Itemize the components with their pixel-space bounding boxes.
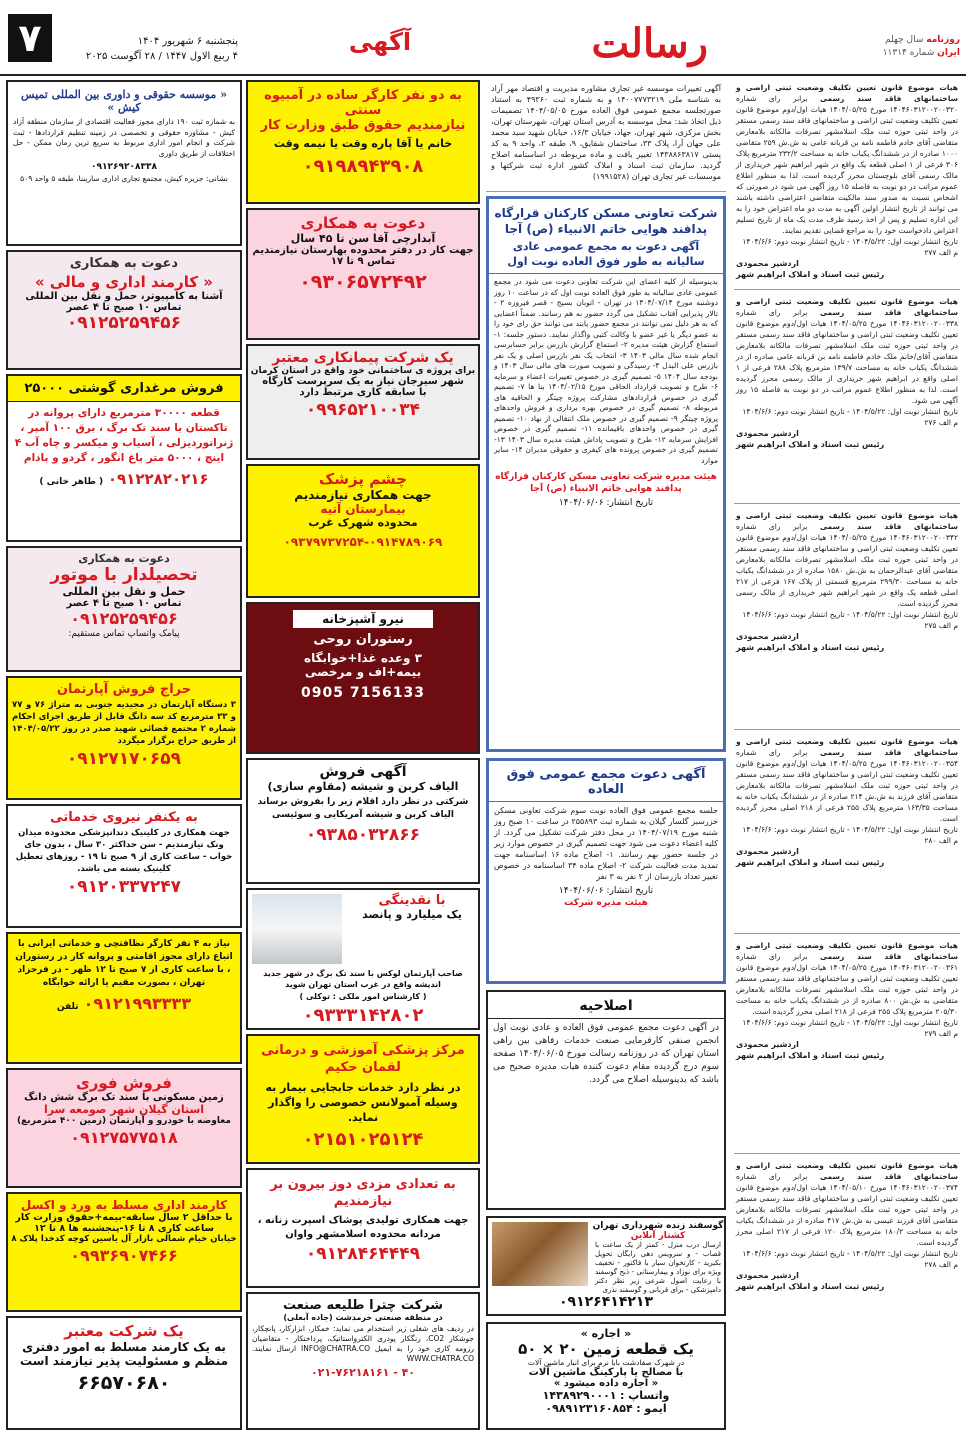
lamb-body: ارسال درب منزل - کمتر از یک ساعت با قصاب - و سرویس دهی رایگان تحویل بکیرید - کارتخوان سیار با فاکتور - تخفیف ویژه برای نوزاد و بیمارستانی - ذبح گوسفند با رعایت اصول شرعی زیر نظر دکتر دامپزشکی - برای قربانی و گوسفند نذری [595,1241,721,1294]
notice-ref: م الف ۲۷۹ [924,1029,958,1038]
ad-fiber-phone: ۰۹۳۸۵۰۳۲۸۶۶ [305,825,421,845]
lamb-title: گوسفند زنده شهرداری تهران [592,1221,724,1231]
ad-land-line2: استان گیلان شهر صومعه سرا [43,1103,205,1116]
coop-title: شرکت تعاونی مسکن کارکنان قرارگاه پدافند هوایی خاتم الانبیاء (ص) آجا [494,206,718,236]
notice-1 [734,80,960,290]
rent-line2: در شهرک صفادشت بابا نرم برای انبار ماشین آلات [527,1358,685,1367]
ad-ambulance-body: در نظر دارد خدمات جابجایی بیمار به وسیله آمبولانس خصوصی را واگذار نماید. [265,1081,461,1124]
notice-5 [734,938,960,1154]
ad-contractor-line3: با سابقه کاری مرتبط دارد [299,387,427,398]
company-change-notice [486,80,726,192]
logo-side-info [850,34,960,60]
correction-title: اصلاحیه [488,992,724,1019]
ad-apartment-phone: ۰۹۳۳۳۱۴۲۸۰۲ [302,1005,424,1026]
ad-sewing [246,1168,480,1288]
ad-sewing-phone: ۰۹۱۲۸۴۶۴۴۴۹ [305,1244,421,1264]
notice-title: هیات موضوع قانون تعیین تکلیف وضعیت ثبتی اراضی و ساختمانهای فاقد سند رسمی [736,297,959,317]
ad-law-phone: ۰۹۱۲۶۹۲۰۸۳۳۸ [91,162,157,172]
ad-word-line2: ساعت کاری ۸ تا ۱۶-پنجشنبه ها ۸ تا ۱۲ [34,1223,214,1234]
ad-service-body: جهت همکاری در کلینیک دندانپزشکی محدوده میدان ونک نیازمندیم - سن حداکثر ۳۰ سال ، بدون جای خواب - ساعت کاری از ۹ صبح تا ۱۹ - روزهای تعطیل کلینیک بسته می باشد. [15,828,233,874]
ad-cleaners-phone-label: تلفن [56,1002,79,1012]
newspaper-logo: رسالت [591,20,708,67]
ad-auction-phone: ۰۹۱۲۷۱۷۰۶۵۹ [66,749,182,769]
notice-2 [734,294,960,504]
correction-body: در آگهی دعوت مجمع عمومی فوق العاده و عادی نوبت اول انجمن صنفی کارفرمایی صنعت خدمات رفاهی بین راهی استان تهران که در روزنامه رسالت مورخ ۱۴۰۴/۰۶/۰۵ صفحه سوم درج گردیده مقام دعوت کننده هیات مدیره صحیح می باشد که بدینوسیله اصلاح می گردد. [493,1023,719,1085]
ad-cleaners-phone: ۰۹۱۲۱۹۹۳۳۳۳ [83,994,192,1013]
ad-company-phone: ۶۶۵۷۰۶۸۰ [77,1372,171,1394]
side-label-1: روزنامه [926,35,960,45]
ad-poultry-phone: ۰۹۱۲۲۸۲۰۲۱۶ [107,470,209,488]
rent-line4: « اجاره داده میشود » [553,1378,659,1389]
column-notices [734,80,960,1430]
notice-4 [734,734,960,934]
coop-body: بدینوسیله از کلیه اعضای این شرکت تعاونی دعوت می شود در مجمع عمومی عادی سالیانه به طور فوق العاده نوبت اول که در ساعت ۱۰ روز دوشنبه مورخ ۱۴۰۴/۰۷/۱۴ در تهران - اتوبان بسیج - قصر فیروزه ۲ - تالار پذیرایی آفتاب تشکیل می گردد حضور به هم رسانند. ضمناً اعضایی که به هر دلیل نمی توانند در مجمع حضور یابند می توانند حق رای خود را به عضو دیگر یا غیر عضو با وکالت کتبی واگذار نمایند. دستور جلسه: ۱- استماع گزارش هیئت مدیره ۲- استماع گزارش بازرس برابر حسابرسی انجام شده سال مالی ۱۴۰۳ ۳- انتخاب یک نفر بازرس اصلی و یک نفر بازرس علی البدل ۴- رسیدگی و تصویب صورت های مالی سال ۱۴۰۳ و بودجه سال ۱۴۰۴ ۵- تصمیم گیری در خصوص تغییرات اعضاء و سرمایه ۶- طرح و تصویب قرارداد الحاقی مورخ ۱۴۰۴/۰۲/۱۵ بنا ها ۷- تصمیم گیری در خصوص قراردادهای مشارکت پروژه چیتگر و الحاقیه های مربوطه ۸- تصمیم گیری در خصوص بهره برداری و فروش واحدهای پروژه چیتگر ۹- تصمیم گیری در خصوص ملک انتقالی از نهاد ۱۰- تصمیم گیری در خصوص واحدهای باقیمانده ۱۱- تصمیم گیری در خصوص افزایش سرمایه ۱۲- طرح و تصویب پاداش هیئت مدیره سال ۱۴۰۳ ۱۳- تصمیم گیری در خصوص پرونده های کیفری و حقوقی مدیران ۱۴- سایر موارد [494,277,719,465]
ad-word-title: کارمند اداری مسلط به ورد و اکسل [20,1198,228,1212]
ad-courier-phone: ۰۹۱۲۵۲۵۹۴۵۶ [70,609,178,628]
correction-ad [486,990,726,1210]
notice-signer: اردشیر محمودی [736,259,799,268]
ad-clerk-line1: آشنا به کامپیوتر، حمل و نقل بین المللی [25,291,223,302]
ad-land-phone: ۰۹۱۲۷۵۷۷۵۱۸ [70,1128,178,1147]
ad-fiber-sale [246,758,480,884]
ad-tea-phone: ۰۹۳۰۶۵۷۲۴۹۲ [299,271,427,293]
ad-tea-server [246,208,480,340]
rent-ad [486,1322,726,1430]
notice-signer: اردشیر محمودی [736,1040,799,1049]
column-meetings [486,80,726,1430]
ad-workers-title: به دو نفر کارگر ساده در آمبیوه سنتی [264,88,462,118]
ad-courier-sub: تحصیلدار با موتور [50,565,198,585]
extra-title: آگهی دعوت مجمع عمومی فوق العاده [489,761,723,802]
notice-dates: تاریخ انتشار نوبت اول: ۱۴۰۴/۵/۲۲ - تاریخ انتشار نوبت دوم: ۱۴۰۴/۶/۶ [742,407,958,416]
ad-eye-line3: محدوده شهرک غرب [308,516,418,529]
ad-apartment-agent: ( کارشناس امور ملکی : توکلی ) [299,992,427,1001]
coop-subtitle: آگهی دعوت به مجمع عمومی عادی سالیانه به طور فوق العاده نوبت اول [489,239,723,274]
ad-clerk-sub: « کارمند اداری و مالی » [35,273,213,291]
page-header [0,0,966,76]
ad-service-phone: ۰۹۱۲۰۳۳۷۲۴۷ [66,877,182,897]
ad-poultry-farm [6,374,242,542]
ad-eye-line1: جهت همکاری نیازمندیم [294,488,432,502]
ad-auction-title: حراج فروش آپارتمان [56,682,192,697]
extra-body: جلسه مجمع عمومی فوق العاده نوبت سوم شرکت تعاونی مسکن خزرسبز گلسار گیلان به شماره ثبت ۲۵۵۸۹۳ در ساعت ۱۰ صبح روز شنبه مورخ ۱۴۰۴/۰۷/۱۹ در محل دفتر شرکت تشکیل می گردد. از کلیه اعضاء دعوت می شود جهت تصمیم گیری در خصوص موارد زیر در جلسه حضور بهم رسانند. ۱- اصلاح ماده ۱۶ اساسنامه جهت تمدید مدت فعالیت شرکت ۲- اصلاح ماده ۳۴ اساسنامه در خصوص تغییر تعداد بازرسان از ۲ نفر به ۳ نفر [494,806,719,881]
ad-poultry-contact: ( طاهر خانی ) [39,477,104,487]
ad-courier-line1: حمل و نقل بین المللی [62,585,186,598]
notice-dates: تاریخ انتشار نوبت اول: ۱۴۰۴/۵/۲۲ - تاریخ انتشار نوبت دوم: ۱۴۰۴/۶/۶ [742,825,958,834]
ad-company-line2: منظم و مسئولیت پذیر نیازمند است [19,1354,229,1368]
ad-apartment-title1: با نقدینگی [378,893,446,908]
ad-ambulance [246,1034,480,1164]
ad-tea-title: دعوت به همکاری [300,214,426,232]
notice-ref: م الف ۲۸۰ [924,836,958,845]
date-persian: پنجشنبه ۶ شهریور ۱۴۰۴ [137,36,238,47]
ad-apartment-body: صاحب آپارتمان لوکس با سند تک برگ در شهر جدید اندیشه واقع در غرب استان تهران شوید [263,969,463,989]
lamb-photo [492,1222,588,1286]
notice-dates: تاریخ انتشار نوبت اول: ۱۴۰۴/۵/۲۲ - تاریخ انتشار نوبت دوم: ۱۴۰۴/۶/۶ [742,1249,958,1258]
ad-contractor [246,344,480,460]
ad-company-title: یک شرکت معتبر [64,1322,184,1340]
notice-body: برابر رای شماره ۱۴۰۴۶۰۳۱۲۰۰۲۰۰۳۷۴ مورخ ۱۴۰۴/۰۵/۱۰ هیات اول/دوم موضوع قانون تعیین تکلیف وضعیت ثبتی اراضی و ساختمانهای فاقد سند رسمی مستقر در واحد ثبتی حوزه ثبت ملک اسلامشهر تصرفات مالکانه بلامعارض متقاضی آقای فرزند عیسی به ش.ش ۴۱۷ صادره از در ششدانگ یکباب خانه به مساحت ۱۸۰/۲ مترمربع پلاک ۱۲۰ فرعی از ۲۱۷ اصلی محرز گردیده است. [736,1172,959,1247]
ad-ambulance-title: مرکز پزشکی آموزشی و درمانی لقمان حکیم [261,1043,465,1075]
extra-date: تاریخ انتشار: ۱۴۰۴/۰۶/۰۶ [558,886,654,896]
notice-title: هیات موضوع قانون تعیین تکلیف وضعیت ثبتی اراضی و ساختمانهای فاقد سند رسمی [736,83,959,103]
ad-fiber-title: آگهی فروش [319,764,407,780]
ad-law-title: « موسسه حقوقی و داوری بین المللی تمیس کیش » [21,88,227,114]
notice-dates: تاریخ انتشار نوبت اول: ۱۴۰۴/۵/۲۲ - تاریخ انتشار نوبت دوم: ۱۴۰۴/۶/۶ [742,237,958,246]
ad-land-sale [6,1068,242,1188]
ad-word-excel [6,1192,242,1312]
ad-tea-hours: تماس ۹ تا ۱۷ [330,256,396,267]
ad-fiber-sub: الیاف کربن و شیشه (مقاوم سازی) [267,780,459,793]
ad-office-clerk [6,250,242,370]
date-box [58,34,238,64]
ad-law-address: نشانی: جزیره کیش، مجتمع تجاری اداری ساریننا، طبقه ۵ واحد ۵۰۹ [20,174,228,183]
ad-courier [6,546,242,672]
coop-signature: هیئت مدیره شرکت تعاونی مسکن کارکنان قرارگاه پدافند هوایی خاتم الانبیاء (ص) آجا [495,472,717,494]
company-change-text: آگهی تغییرات موسسه غیر تجاری مشاوره مدیریت و اقتصاد مهر آراد به شناسه ملی ۱۴۰۰۷۷۷۳۲۱۹ و به شماره ثبت ۴۹۳۶۰ به استناد صورتجلسه مجمع عمومی فوق العاده مورخ ۱۴۰۴/۰۵/۰۵ تصمیمات ذیل اتخاذ شد: محل موسسه به آدرس استان تهران، شهرستان تهران، بخش مرکزی، شهر تهران، جهاد، خیابان ۱۶/۳، خیابان شهید سید محمد علی جهان آرا، پلاک ۳۳، ساختمان شقایق، ۹، طبقه ۲، واحد ۹ به کد پستی ۱۴۳۸۸۶۳۸۱۷ تغییر یافت و ماده مربوطه در اساسنامه اصلاح گردید. سازمان ثبت اسناد و املاک کشور اداره ثبت شرکتها و موسسات غیر تجاری تهران (۱۹۹۱۵۲۸) [491,84,721,181]
rent-imo: ۰۹۸۹۱۲۳۱۶۰۸۵۴ [545,1402,633,1415]
ad-company-line1: به یک کارمند مسلط به امور دفتری [22,1340,226,1354]
ad-sewing-title: به تعدادی مزدی دوز بیرون بر نیازمندیم [270,1177,456,1209]
ad-ambulance-phone: ۰۲۱۵۱۰۲۵۱۲۴ [302,1129,424,1150]
notice-dates: تاریخ انتشار نوبت اول: ۱۴۰۴/۵/۲۲ - تاریخ انتشار نوبت دوم: ۱۴۰۴/۶/۶ [742,610,958,619]
notice-3 [734,508,960,730]
ad-kitchen-banner: نیرو آشپزخانه [293,610,433,628]
date-other: ۴ ربیع الاول ۱۴۴۷ / ۲۸ آگوست ۲۰۲۵ [85,51,238,62]
notice-signer: اردشیر محمودی [736,847,799,856]
ad-service-title: به یکنفر نیروی خدماتی [50,810,198,825]
rent-title: « اجاره » [580,1327,632,1340]
rent-line3: با مصالح یا پارکینگ ماشین آلات [528,1367,684,1378]
coop-meeting-ad [486,196,726,752]
ad-courier-note: پیامک واتساپ تماس مستقیم: [68,629,180,639]
ad-law-body: به شماره ثبت ۱۹۰ دارای مجوز فعالیت اقتصادی از سازمان منطقه آزاد کیش - مشاوره حقوقی و تخصصی در زمینه تنظیم قراردادها - ثبت شرکت و انجام امور اداری مربوط به سریع ترین زمان ممکن - حل اختلافات از طریق داوری [13,117,235,158]
ad-apartment-investment [246,888,480,1030]
ad-clerk-hours: تماس ۱۰ صبح تا ۴ عصر [66,302,182,313]
ad-workers [246,80,480,204]
notice-body: برابر رای شماره ۱۴۰۴۶۰۳۱۲۰۰۲۰۰۳۳۸ مورخ ۱۴۰۴/۰۵/۲۵ هیات اول/دوم موضوع قانون تعیین تکلیف وضعیت ثبتی اراضی و ساختمانهای فاقد سند رسمی مستقر در واحد ثبتی حوزه ثبت ملک اسلامشهر تصرفات مالکانه بلامعارض متقاضی آقای/خانم ملک خادم فاطمه نامه بن قربانه عامی صادره از در ششدانگ یکباب خانه به مساحت ۱۳۹/۷ مترمربع پلاک ۲۸۸ فرعی از ۱ اصلی واقع در ابراهیم شهر خریداری از مالک رسمی محرز گردیده است. لذا به منظور اطلاع عموم مراتب در دو نوبت به فاصله ۱۵ روز آگهی می شود. [736,308,959,405]
notice-signer-title: رئیس ثبت اسناد و املاک ابراهیم شهر [736,440,885,449]
notice-body: برابر رای شماره ۱۴۰۴۶۰۳۱۲۰۰۲۰۰۳۴۲ مورخ ۱۴۰۴/۰۵/۲۵ هیات اول/دوم موضوع قانون تعیین تکلیف وضعیت ثبتی اراضی و ساختمانهای فاقد سند رسمی مستقر در واحد ثبتی حوزه ثبت ملک اسلامشهر تصرفات مالکانه بلامعارض متقاضی آقای عبدالرحمان به ش.ش ۱۵۸۰ صادره از در ششدانگ یکباب خانه به مساحت ۲۹۹/۳۰ مترمربع قسمتی از پلاک ۱۶۷ فرعی از ۲۱۷ اصلی قطعه یک واقع در شهر ابراهیم شهر خریداری از مالک رسمی محرز گردیده است. [736,522,959,608]
ad-clerk-phone: ۰۹۱۲۵۲۵۹۴۵۶ [66,313,182,333]
notice-ref: م الف ۲۷۵ [924,621,958,630]
coop-date: تاریخ انتشار: ۱۴۰۴/۰۶/۰۶ [558,498,654,508]
notice-signer: اردشیر محمودی [736,1271,799,1280]
notice-signer-title: رئیس ثبت اسناد و املاک ابراهیم شهر [736,858,885,867]
side-label-2: ایران [937,48,960,58]
notice-signer: اردشیر محمودی [736,429,799,438]
ad-kitchen-line1: رستوران روحی [313,632,413,647]
ad-chatra-sub: در منطقه صنعتی خرمدشت (جاده آبعلی) [283,1313,443,1322]
ad-contractor-line2: شهر سیرجان نیاز به یک سرپرست کارگاه [262,376,464,387]
notice-body: برابر رای شماره ۱۴۰۴۶۰۳۱۲۰۰۲۰۰۳۲۰ مورخ ۱۴۰۴/۰۵/۲۵ هیات اول/دوم موضوع قانون تعیین تکلیف وضعیت ثبتی اراضی و ساختمانهای فاقد سند رسمی مستقر در واحد ثبتی حوزه ثبت ملک اسلامشهر تصرفات مالکانه بلامعارض متقاضی آقای خادم فاطمه نامه بن قربانه عامی به ش.ش ۲۵۹ متقاضی ۱۰۰۰ صادره از در ششدانگ یکباب خانه به مساحت ۲۳۲/۲ مترمربع پلاک ۳۰۶ فرعی از ۱ اصلی قطعه یک واقع در شهر ابراهیم شهر خریداری از مالک رسمی آقای بلوچستان محرز گردیده است. لذا به منظور اطلاع عموم مراتب در دو نوبت به فاصله ۱۵ روز آگهی می شود در صورتی که اشخاص نسبت به صدور سند مالکیت متقاضی اعتراضی داشته باشند می توانند از تاریخ انتشار اولین آگهی به مدت دو ماه اعتراض خود را به این اداره تسلیم و پس از اخذ رسید ظرف مدت یک ماه از تاریخ تسلیم اعتراض دادخواست خود را به مراجع قضایی تقدیم نمایند. [736,94,959,235]
notice-title: هیات موضوع قانون تعیین تکلیف وضعیت ثبتی اراضی و ساختمانهای فاقد سند رسمی [736,941,959,961]
ad-clerk-title: دعوت به همکاری [69,256,179,271]
ad-word-phone: ۰۹۹۳۶۹۰۷۴۶۶ [70,1246,178,1265]
notice-dates: تاریخ انتشار نوبت اول: ۱۴۰۴/۵/۲۲ - تاریخ انتشار نوبت دوم: ۱۴۰۴/۶/۶ [742,1018,958,1027]
ad-courier-title: دعوت به همکاری [78,552,170,565]
column-classifieds-2 [6,80,242,1430]
ad-kitchen-line3: بیمه+اف و مرخصی [304,665,422,679]
ad-apartment-title2: یک میلیارد و پانصد [362,908,462,921]
ad-poultry-body: قطعه ۳۰۰۰۰ مترمربع دارای پروانه در تاکستان با سند تک برگ ، برق ۱۰۰ آمپر ، ژنراتوردیزلی ، آسیاب و میکسر و چاه آب ۴ اینچ ، ۵۰۰۰ متر باغ انگور ، گردو و بادام [14,407,234,464]
ad-kitchen-phone: 0905 7156133 [300,685,426,701]
rent-line1: یک قطعه زمین ۲۰ × ۵۰ [518,1340,694,1358]
ad-workers-line2: خانم یا آقا پاره وقت یا نیمه وقت [273,137,453,150]
ad-land-line1: زمین مسکونی با سند تک برگ شش دانگ [24,1092,224,1103]
notice-ref: م الف ۲۷۷ [924,248,958,257]
ad-tea-line2: جهت کار در دفتر محدوده بهارستان نیازمندیم [252,245,474,256]
ad-workers-line1: نیازمندیم حقوق طبق وزارت کار [260,118,466,133]
section-title: آگهی [348,28,412,56]
notice-6 [734,1158,960,1430]
ad-land-line3: معاوضه با خودرو و آپارتمان (زمین ۴۰۰ مترمربع) [17,1116,231,1126]
notice-ref: م الف ۲۷۶ [924,418,958,427]
ad-chatra-body: در ردیف های شغلی زیر استخدام می نماید: خمکار، ابزارکار، پانچکار، جوشکار CO2، رنگکار پودری الکترواستاتیک، پرداختکار - متقاضیان رزومه کاری خود را به ایمیل INFO@CHATRA.CO ارسال نمایند. WWW.CHATRA.CO [252,1324,475,1363]
ad-word-line1: با حداقل ۲ سال سابقه-بیمه+حقوق وزارت کار [15,1212,233,1223]
ad-ophthalmologist [246,464,480,598]
notice-signer: اردشیر محمودی [736,632,799,641]
notice-body: برابر رای شماره ۱۴۰۴۶۰۳۱۲۰۰۲۰۰۳۶۱ مورخ ۱۴۰۴/۰۵/۲۵ هیات اول/دوم موضوع قانون تعیین تکلیف وضعیت ثبتی اراضی و ساختمانهای فاقد سند رسمی مستقر در واحد ثبتی حوزه ثبت ملک اسلامشهر تصرفات مالکانه بلامعارض متقاضی به ش.ش ۸۰۰ صادره از در ششدانگ یکباب خانه به مساحت ۲۰۵/۳۰ مترمربع پلاک ۲۵۵ فرعی از ۲۱۸ اصلی محرز گردیده است. [736,952,958,1016]
ad-workers-phone: ۰۹۱۹۸۹۴۳۹۰۸ [302,156,424,177]
side-issue: شماره ۱۱۳۱۴ [882,48,935,58]
ad-chatra [246,1292,480,1430]
extraordinary-meeting-ad [486,758,726,984]
ad-courier-hours: تماس ۱۰ صبح تا ۴ عصر [66,598,182,609]
rent-imo-label: ایمو : [636,1402,667,1415]
page-number: ۷ [8,14,52,62]
ad-kitchen-staff [246,602,480,754]
ad-kitchen-line2: ۳ وعده غذا+خوابگاه [303,651,422,665]
ad-chatra-phone: ۰۲۱-۷۶۲۱۸۱۶۱ - ۴۰ [310,1366,416,1379]
ad-cleaners-body: نیاز به ۴ نفر کارگر نظافتچی و خدماتی ایرانی با اتباع دارای مجوز اقامتی و پروانه کار در رستوران ، با ساعت کاری از ۷ صبح تا ۱۲ ظهر - در فرحزاد تهران ، بصورت مقیم یا ارائه خوابگاه [15,939,233,988]
lamb-ad [486,1216,726,1316]
notice-signer-title: رئیس ثبت اسناد و املاک ابراهیم شهر [736,1282,885,1291]
notice-ref: م الف ۲۷۸ [924,1260,958,1269]
rent-wa-label: واتساپ : [620,1389,670,1402]
ad-law-firm [6,80,242,246]
ad-word-line3: خیابان خیام شمالی بازار آل یاسین کوچه کدخدا پلاک ۸ [11,1234,237,1244]
notice-title: هیات موضوع قانون تعیین تکلیف وضعیت ثبتی اراضی و ساختمانهای فاقد سند رسمی [736,1161,959,1181]
ad-chatra-title: شرکت چترا طلیعه صنعت [282,1298,444,1313]
ad-land-title: فروش فوری [75,1074,172,1092]
ad-contractor-line1: برای پروژه ی ساختمانی خود واقع در استان کرمان [250,366,476,376]
ad-eye-phone: ۰۹۳۷۹۷۳۷۲۵۴-۰۹۱۴۷۸۹۰۶۹ [283,535,443,549]
ad-auction [6,676,242,800]
ad-contractor-title: یک شرکت پیمانکاری معتبر [272,350,454,366]
lamb-subtitle: کشتار آنلاین [630,1231,686,1241]
notice-title: هیات موضوع قانون تعیین تکلیف وضعیت ثبتی اراضی و ساختمانهای فاقد سند رسمی [736,737,959,757]
side-year: سال چهلم [885,35,924,45]
ad-fiber-body: شرکتی در نظر دارد اقلام زیر را بفروش برساند الیاف کربن و شیشه آمریکایی و سوئیسی [257,797,469,820]
ad-eye-line2: بیمارستان آتیه [320,502,406,516]
apartment-photo [252,894,342,964]
rent-whatsapp: ۱۴۳۸۹۲۹۰۰۰۱ [542,1389,617,1402]
ad-tea-line1: آبدارچی آقا سن تا ۴۵ سال [290,232,436,245]
ad-service-staff [6,804,242,928]
ad-poultry-title: فروش مرغداری گوشتی ۲۵۰۰۰ [8,376,240,402]
notice-signer-title: رئیس ثبت اسناد و املاک ابراهیم شهر [736,270,885,279]
extra-signature: هیئت مدیره شرکت [564,898,648,908]
notice-body: برابر رای شماره ۱۴۰۴۶۰۳۱۲۰۰۲۰۰۳۵۴ مورخ ۱۴۰۴/۰۵/۲۵ هیات اول/دوم موضوع قانون تعیین تکلیف وضعیت ثبتی اراضی و ساختمانهای فاقد سند رسمی مستقر در واحد ثبتی حوزه ثبت ملک اسلامشهر تصرفات مالکانه بلامعارض متقاضی آقای فرزند به ش.ش ۲۱۴ صادره از در ششدانگ یکباب خانه به مساحت ۱۶۳/۳۵ مترمربع پلاک ۲۵۵ فرعی از ۲۱۸ اصلی محرز گردیده است. [736,748,958,823]
ad-contractor-phone: ۰۹۹۶۵۲۱۰۰۳۴ [305,400,421,420]
lamb-phone: ۰۹۱۲۶۴۱۴۲۱۳ [559,1294,653,1310]
ad-cleaners [6,932,242,1064]
ad-reputable-company [6,1316,242,1430]
column-classifieds-1 [246,80,480,1430]
ad-eye-title: چشم پزشک [318,470,408,488]
notice-signer-title: رئیس ثبت اسناد و املاک ابراهیم شهر [736,1051,885,1060]
notice-title: هیات موضوع قانون تعیین تکلیف وضعیت ثبتی اراضی و ساختمانهای فاقد سند رسمی [736,511,959,531]
ad-sewing-body: جهت همکاری تولیدی پوشاک اسپرت زنانه ، مردانه محدوده اسلامشهر واوان [257,1215,469,1240]
ad-auction-body: ۳ دستگاه آپارتمان در مجیدیه جنوبی به متراژ ۷۶ و ۷۷ و ۳۳ مترمربع کد سه دانگ قابل از طریق اجرای احکام شماره ۲ مجتمع قضائی شهید صدر در روز ۱۴۰۴/۰۵/۲۲ از طریق حراج برگزار میگردد [12,700,236,746]
notice-signer-title: رئیس ثبت اسناد و املاک ابراهیم شهر [736,643,885,652]
